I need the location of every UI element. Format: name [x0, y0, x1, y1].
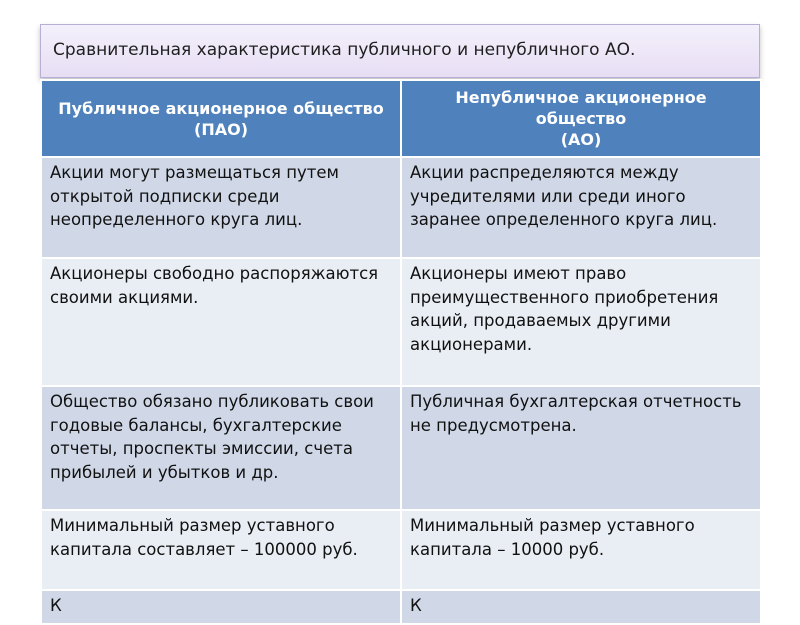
- header-ao-abbr: (АО): [560, 130, 602, 149]
- table-row: [41, 590, 761, 624]
- cell-pao: Минимальный размер уставного капитала составляет – 100000 руб.: [41, 510, 401, 590]
- cell-ao: К: [401, 590, 761, 624]
- table-row: [41, 386, 761, 510]
- slide-title-bar: [40, 24, 760, 78]
- cell-pao: Общество обязано публиковать свои годовые балансы, бухгалтерские отчеты, проспекты эмиссии, счета прибылей и убытков и др.: [41, 386, 401, 510]
- comparison-table: [40, 79, 762, 625]
- table-row: [41, 510, 761, 590]
- header-ao: [401, 80, 761, 157]
- cell-pao: Акционеры свободно распоряжаются своими акциями.: [41, 258, 401, 386]
- slide-title: Сравнительная характеристика публичного и непубличного АО.: [53, 40, 636, 60]
- header-pao: [41, 80, 401, 157]
- table-row: [41, 258, 761, 386]
- cell-pao: Акции могут размещаться путем открытой подписки среди неопределенного круга лиц.: [41, 157, 401, 258]
- table-header-row: [41, 80, 761, 157]
- table-row: [41, 157, 761, 258]
- header-pao-text: Публичное акционерное общество (ПАО): [58, 98, 384, 139]
- cell-ao: Минимальный размер уставного капитала – 10000 руб.: [401, 510, 761, 590]
- cell-ao: Акционеры имеют право преимущественного приобретения акций, продаваемых другими акционерами.: [401, 258, 761, 386]
- cell-ao: Акции распределяются между учредителями или среди иного заранее определенного круга лиц.: [401, 157, 761, 258]
- cell-ao: Публичная бухгалтерская отчетность не предусмотрена.: [401, 386, 761, 510]
- header-ao-text: Непубличное акционерное общество: [455, 88, 707, 128]
- cell-pao: К: [41, 590, 401, 624]
